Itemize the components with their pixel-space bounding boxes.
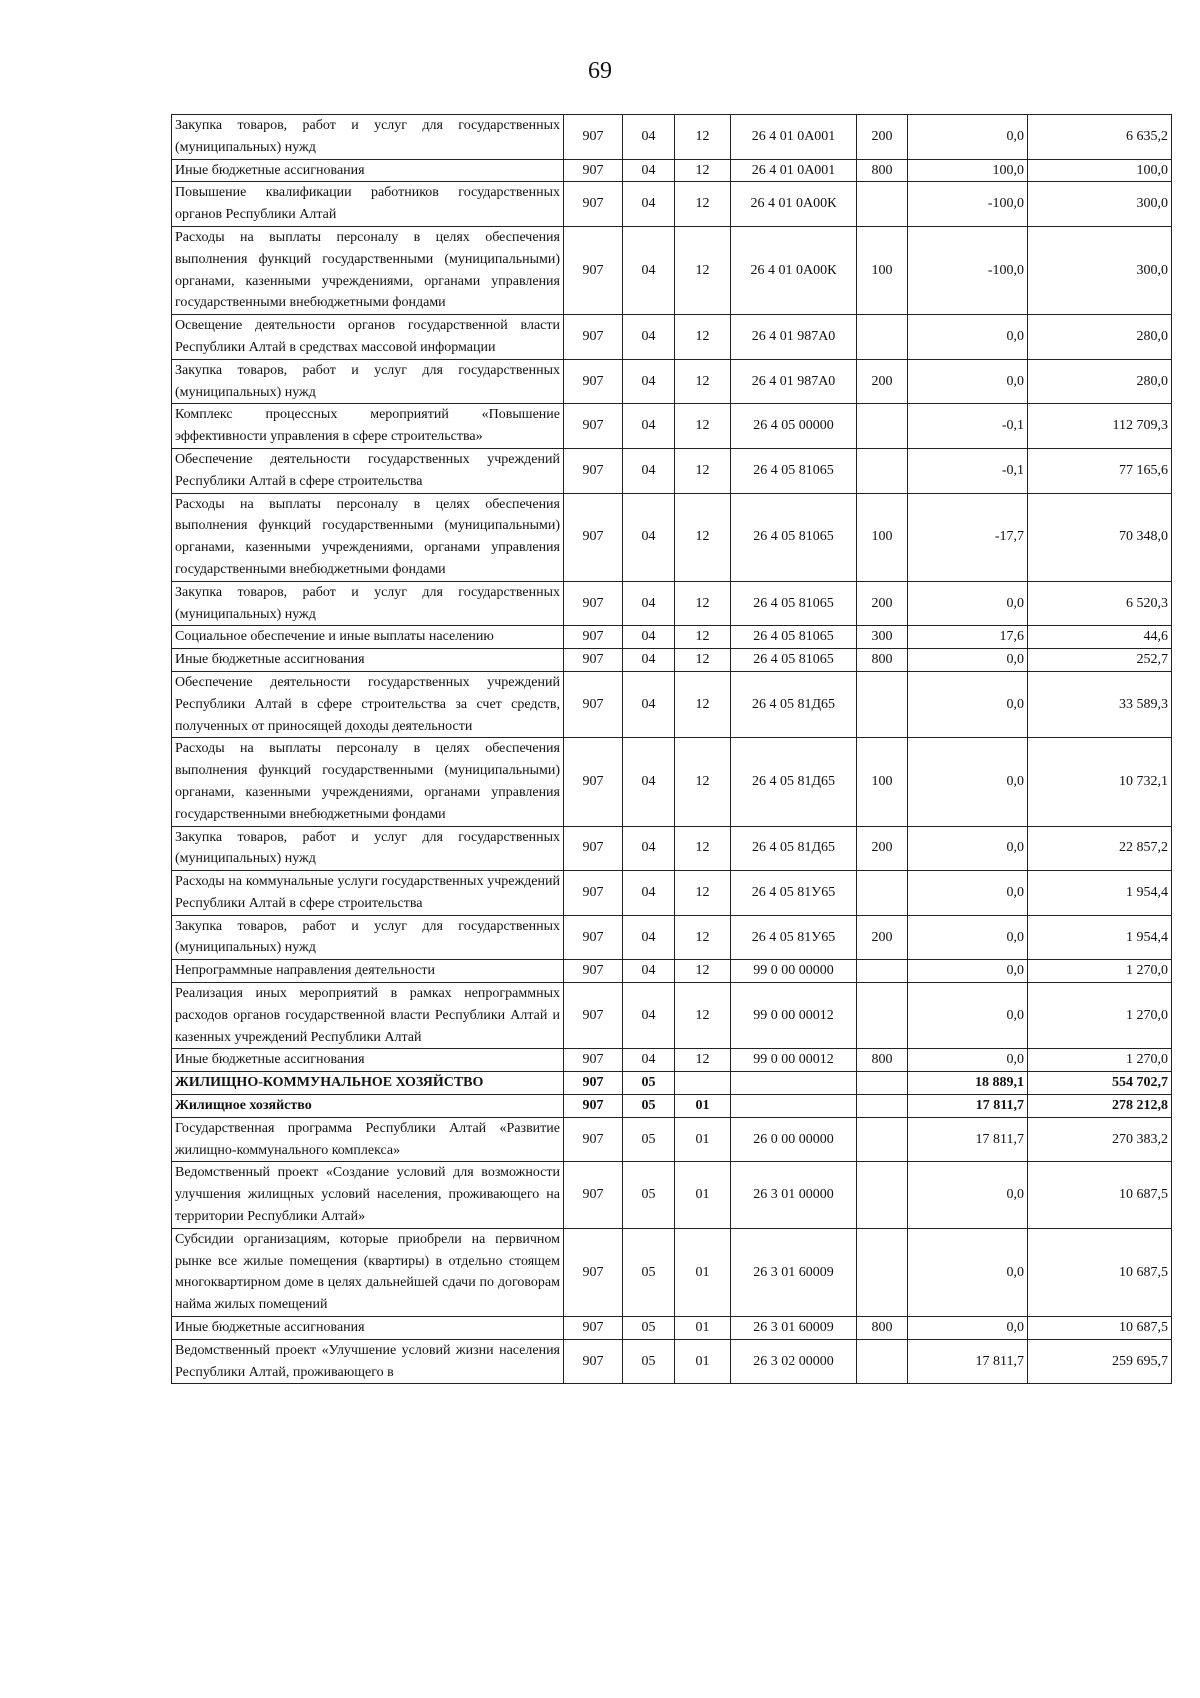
cell-section: 04 [623,182,675,227]
cell-change-amount: 0,0 [908,1049,1028,1072]
cell-total-amount: 100,0 [1028,159,1172,182]
cell-subsection: 12 [675,493,731,581]
cell-name: Закупка товаров, работ и услуг для государственных (муниципальных) нужд [172,115,564,160]
cell-ministry-code: 907 [564,404,623,449]
cell-change-amount: 17 811,7 [908,1095,1028,1118]
cell-ministry-code: 907 [564,115,623,160]
cell-change-amount: -0,1 [908,448,1028,493]
cell-name: Обеспечение деятельности государственных учреждений Республики Алтай в сфере строительства за счет средств, полученных от приносящей доходы деятельности [172,671,564,737]
cell-total-amount: 10 687,5 [1028,1228,1172,1316]
cell-section: 04 [623,826,675,871]
cell-ministry-code: 907 [564,493,623,581]
cell-section: 05 [623,1339,675,1384]
cell-name: Повышение квалификации работников государственных органов Республики Алтай [172,182,564,227]
cell-total-amount: 44,6 [1028,626,1172,649]
cell-subsection: 12 [675,159,731,182]
cell-total-amount: 1 954,4 [1028,871,1172,916]
table-row [172,1317,1172,1340]
cell-ministry-code: 907 [564,671,623,737]
cell-target-item: 26 4 01 987А0 [731,359,857,404]
cell-subsection: 12 [675,448,731,493]
table-row [172,1339,1172,1384]
cell-section: 04 [623,915,675,960]
cell-target-item: 26 0 00 00000 [731,1117,857,1162]
budget-table [171,114,1172,1384]
cell-total-amount: 270 383,2 [1028,1117,1172,1162]
cell-name: Иные бюджетные ассигнования [172,1049,564,1072]
cell-name: Иные бюджетные ассигнования [172,1317,564,1340]
cell-section: 04 [623,1049,675,1072]
cell-total-amount: 1 954,4 [1028,915,1172,960]
cell-change-amount: 0,0 [908,871,1028,916]
cell-target-item: 26 4 05 81065 [731,493,857,581]
cell-ministry-code: 907 [564,1072,623,1095]
cell-ministry-code: 907 [564,159,623,182]
cell-expense-type: 800 [857,159,908,182]
cell-change-amount: 0,0 [908,1162,1028,1228]
table-row [172,359,1172,404]
table-row [172,1072,1172,1095]
cell-target-item: 26 4 05 81065 [731,448,857,493]
cell-ministry-code: 907 [564,983,623,1049]
table-row [172,493,1172,581]
cell-target-item: 26 4 01 0А001 [731,115,857,160]
table-row [172,983,1172,1049]
cell-total-amount: 300,0 [1028,182,1172,227]
cell-subsection: 12 [675,115,731,160]
cell-section: 04 [623,448,675,493]
table-row [172,1095,1172,1118]
cell-subsection: 12 [675,960,731,983]
cell-total-amount: 6 520,3 [1028,581,1172,626]
cell-subsection: 12 [675,671,731,737]
table-row [172,626,1172,649]
cell-subsection: 12 [675,315,731,360]
cell-section: 04 [623,871,675,916]
cell-target-item: 26 4 05 81Д65 [731,671,857,737]
cell-target-item [731,1095,857,1118]
cell-expense-type: 200 [857,359,908,404]
cell-change-amount: 0,0 [908,1228,1028,1316]
cell-name: Закупка товаров, работ и услуг для государственных (муниципальных) нужд [172,581,564,626]
table-row [172,448,1172,493]
cell-expense-type [857,983,908,1049]
cell-total-amount: 112 709,3 [1028,404,1172,449]
cell-target-item: 26 4 01 0А00К [731,182,857,227]
cell-change-amount: -100,0 [908,182,1028,227]
cell-name: ЖИЛИЩНО-КОММУНАЛЬНОЕ ХОЗЯЙСТВО [172,1072,564,1095]
cell-section: 05 [623,1095,675,1118]
cell-subsection: 01 [675,1162,731,1228]
cell-name: Реализация иных мероприятий в рамках непрограммных расходов органов государственной власти Республики Алтай и казенных учреждений Республики Алтай [172,983,564,1049]
cell-target-item: 26 4 05 00000 [731,404,857,449]
cell-target-item: 26 4 05 81065 [731,581,857,626]
cell-total-amount: 33 589,3 [1028,671,1172,737]
cell-change-amount: -17,7 [908,493,1028,581]
table-row [172,1228,1172,1316]
cell-change-amount: 0,0 [908,983,1028,1049]
cell-ministry-code: 907 [564,315,623,360]
cell-expense-type: 200 [857,115,908,160]
cell-total-amount: 280,0 [1028,315,1172,360]
cell-subsection: 12 [675,826,731,871]
cell-section: 04 [623,626,675,649]
cell-total-amount: 280,0 [1028,359,1172,404]
cell-subsection: 12 [675,404,731,449]
cell-ministry-code: 907 [564,738,623,826]
cell-total-amount: 1 270,0 [1028,983,1172,1049]
cell-name: Комплекс процессных мероприятий «Повышение эффективности управления в сфере строительства» [172,404,564,449]
cell-target-item: 26 3 02 00000 [731,1339,857,1384]
cell-section: 04 [623,649,675,672]
cell-subsection [675,1072,731,1095]
cell-expense-type [857,1095,908,1118]
cell-total-amount: 10 687,5 [1028,1317,1172,1340]
cell-expense-type [857,1117,908,1162]
cell-subsection: 12 [675,649,731,672]
cell-name: Жилищное хозяйство [172,1095,564,1118]
cell-change-amount: 0,0 [908,649,1028,672]
cell-name: Иные бюджетные ассигнования [172,649,564,672]
cell-ministry-code: 907 [564,1049,623,1072]
cell-ministry-code: 907 [564,826,623,871]
cell-section: 04 [623,159,675,182]
table-row [172,960,1172,983]
cell-expense-type [857,448,908,493]
cell-expense-type [857,1162,908,1228]
cell-section: 04 [623,226,675,314]
cell-expense-type: 300 [857,626,908,649]
cell-section: 04 [623,315,675,360]
cell-expense-type [857,315,908,360]
cell-ministry-code: 907 [564,960,623,983]
table-row [172,315,1172,360]
cell-ministry-code: 907 [564,581,623,626]
cell-target-item: 26 4 05 81У65 [731,871,857,916]
cell-change-amount: 0,0 [908,826,1028,871]
cell-subsection: 12 [675,738,731,826]
cell-change-amount: 0,0 [908,671,1028,737]
cell-target-item [731,1072,857,1095]
cell-ministry-code: 907 [564,226,623,314]
cell-expense-type [857,1072,908,1095]
cell-expense-type: 800 [857,1049,908,1072]
cell-change-amount: 17,6 [908,626,1028,649]
cell-ministry-code: 907 [564,649,623,672]
cell-expense-type: 200 [857,826,908,871]
cell-name: Расходы на коммунальные услуги государственных учреждений Республики Алтай в сфере строительства [172,871,564,916]
cell-expense-type: 800 [857,1317,908,1340]
cell-change-amount: 17 811,7 [908,1117,1028,1162]
table-row [172,671,1172,737]
cell-target-item: 26 4 01 0А00К [731,226,857,314]
cell-subsection: 12 [675,226,731,314]
cell-change-amount: 0,0 [908,960,1028,983]
cell-target-item: 26 4 05 81Д65 [731,738,857,826]
cell-expense-type: 100 [857,738,908,826]
cell-change-amount: 0,0 [908,1317,1028,1340]
cell-change-amount: 0,0 [908,315,1028,360]
cell-subsection: 12 [675,182,731,227]
cell-section: 05 [623,1228,675,1316]
cell-change-amount: 0,0 [908,359,1028,404]
cell-change-amount: 0,0 [908,915,1028,960]
cell-name: Закупка товаров, работ и услуг для государственных (муниципальных) нужд [172,915,564,960]
page-number: 69 [588,58,612,84]
cell-ministry-code: 907 [564,1117,623,1162]
cell-total-amount: 10 732,1 [1028,738,1172,826]
cell-name: Освещение деятельности органов государственной власти Республики Алтай в средствах массовой информации [172,315,564,360]
cell-section: 04 [623,404,675,449]
cell-name: Непрограммные направления деятельности [172,960,564,983]
cell-total-amount: 6 635,2 [1028,115,1172,160]
cell-change-amount: 0,0 [908,581,1028,626]
cell-target-item: 26 3 01 60009 [731,1317,857,1340]
cell-section: 04 [623,493,675,581]
cell-section: 04 [623,359,675,404]
cell-target-item: 26 3 01 60009 [731,1228,857,1316]
table-row [172,1162,1172,1228]
cell-total-amount: 22 857,2 [1028,826,1172,871]
cell-target-item: 26 4 01 0А001 [731,159,857,182]
cell-section: 05 [623,1317,675,1340]
cell-change-amount: 18 889,1 [908,1072,1028,1095]
cell-expense-type [857,1228,908,1316]
cell-section: 05 [623,1117,675,1162]
cell-expense-type [857,871,908,916]
cell-ministry-code: 907 [564,915,623,960]
cell-ministry-code: 907 [564,1339,623,1384]
cell-subsection: 01 [675,1228,731,1316]
cell-ministry-code: 907 [564,871,623,916]
cell-name: Иные бюджетные ассигнования [172,159,564,182]
cell-expense-type [857,960,908,983]
cell-change-amount: 0,0 [908,738,1028,826]
cell-total-amount: 70 348,0 [1028,493,1172,581]
cell-ministry-code: 907 [564,1162,623,1228]
cell-total-amount: 278 212,8 [1028,1095,1172,1118]
cell-total-amount: 252,7 [1028,649,1172,672]
cell-ministry-code: 907 [564,1228,623,1316]
cell-section: 05 [623,1162,675,1228]
cell-section: 04 [623,983,675,1049]
cell-subsection: 01 [675,1095,731,1118]
cell-name: Закупка товаров, работ и услуг для государственных (муниципальных) нужд [172,826,564,871]
cell-ministry-code: 907 [564,1095,623,1118]
cell-expense-type: 800 [857,649,908,672]
cell-section: 04 [623,581,675,626]
table-row [172,1049,1172,1072]
cell-target-item: 26 4 05 81065 [731,626,857,649]
cell-subsection: 12 [675,915,731,960]
cell-target-item: 26 3 01 00000 [731,1162,857,1228]
cell-name: Закупка товаров, работ и услуг для государственных (муниципальных) нужд [172,359,564,404]
cell-subsection: 12 [675,626,731,649]
table-row [172,182,1172,227]
table-row [172,404,1172,449]
cell-total-amount: 259 695,7 [1028,1339,1172,1384]
cell-target-item: 99 0 00 00012 [731,983,857,1049]
table-row [172,871,1172,916]
cell-ministry-code: 907 [564,626,623,649]
cell-section: 04 [623,738,675,826]
table-row [172,738,1172,826]
cell-ministry-code: 907 [564,359,623,404]
cell-subsection: 12 [675,983,731,1049]
cell-total-amount: 77 165,6 [1028,448,1172,493]
table-row [172,915,1172,960]
cell-change-amount: -100,0 [908,226,1028,314]
cell-subsection: 01 [675,1339,731,1384]
table-row [172,581,1172,626]
table-row [172,226,1172,314]
cell-subsection: 12 [675,359,731,404]
cell-total-amount: 554 702,7 [1028,1072,1172,1095]
cell-total-amount: 1 270,0 [1028,1049,1172,1072]
cell-expense-type: 200 [857,581,908,626]
cell-change-amount: 17 811,7 [908,1339,1028,1384]
cell-target-item: 99 0 00 00000 [731,960,857,983]
table-row [172,826,1172,871]
cell-name: Обеспечение деятельности государственных учреждений Республики Алтай в сфере строительства [172,448,564,493]
cell-ministry-code: 907 [564,1317,623,1340]
cell-name: Расходы на выплаты персоналу в целях обеспечения выполнения функций государственными (муниципальными) органами, казенными учреждениями, органами управления государственными внебюджетными фондами [172,738,564,826]
cell-expense-type [857,671,908,737]
cell-expense-type: 200 [857,915,908,960]
cell-target-item: 26 4 05 81065 [731,649,857,672]
cell-section: 04 [623,115,675,160]
cell-expense-type: 100 [857,226,908,314]
cell-total-amount: 10 687,5 [1028,1162,1172,1228]
cell-section: 04 [623,671,675,737]
cell-name: Расходы на выплаты персоналу в целях обеспечения выполнения функций государственными (муниципальными) органами, казенными учреждениями, органами управления государственными внебюджетными фондами [172,493,564,581]
cell-change-amount: -0,1 [908,404,1028,449]
cell-change-amount: 0,0 [908,115,1028,160]
cell-target-item: 26 4 01 987А0 [731,315,857,360]
cell-name: Государственная программа Республики Алтай «Развитие жилищно-коммунального комплекса» [172,1117,564,1162]
cell-name: Социальное обеспечение и иные выплаты населению [172,626,564,649]
cell-subsection: 12 [675,1049,731,1072]
table-row [172,649,1172,672]
cell-name: Ведомственный проект «Создание условий для возможности улучшения жилищных условий населения, проживающего на территории Республики Алтай» [172,1162,564,1228]
cell-subsection: 12 [675,871,731,916]
cell-section: 04 [623,960,675,983]
cell-subsection: 12 [675,581,731,626]
cell-expense-type [857,1339,908,1384]
table-row [172,159,1172,182]
cell-target-item: 26 4 05 81У65 [731,915,857,960]
cell-subsection: 01 [675,1117,731,1162]
cell-ministry-code: 907 [564,448,623,493]
cell-ministry-code: 907 [564,182,623,227]
cell-expense-type [857,182,908,227]
cell-target-item: 26 4 05 81Д65 [731,826,857,871]
cell-name: Ведомственный проект «Улучшение условий жизни населения Республики Алтай, проживающего в [172,1339,564,1384]
cell-total-amount: 300,0 [1028,226,1172,314]
table-row [172,115,1172,160]
cell-section: 05 [623,1072,675,1095]
cell-name: Расходы на выплаты персоналу в целях обеспечения выполнения функций государственными (муниципальными) органами, казенными учреждениями, органами управления государственными внебюджетными фондами [172,226,564,314]
cell-expense-type: 100 [857,493,908,581]
cell-total-amount: 1 270,0 [1028,960,1172,983]
cell-expense-type [857,404,908,449]
cell-name: Субсидии организациям, которые приобрели на первичном рынке все жилые помещения (квартиры) в отдельно стоящем многоквартирном доме в целях дальнейшей сдачи по договорам найма жилых помещений [172,1228,564,1316]
cell-subsection: 01 [675,1317,731,1340]
table-row [172,1117,1172,1162]
cell-change-amount: 100,0 [908,159,1028,182]
cell-target-item: 99 0 00 00012 [731,1049,857,1072]
